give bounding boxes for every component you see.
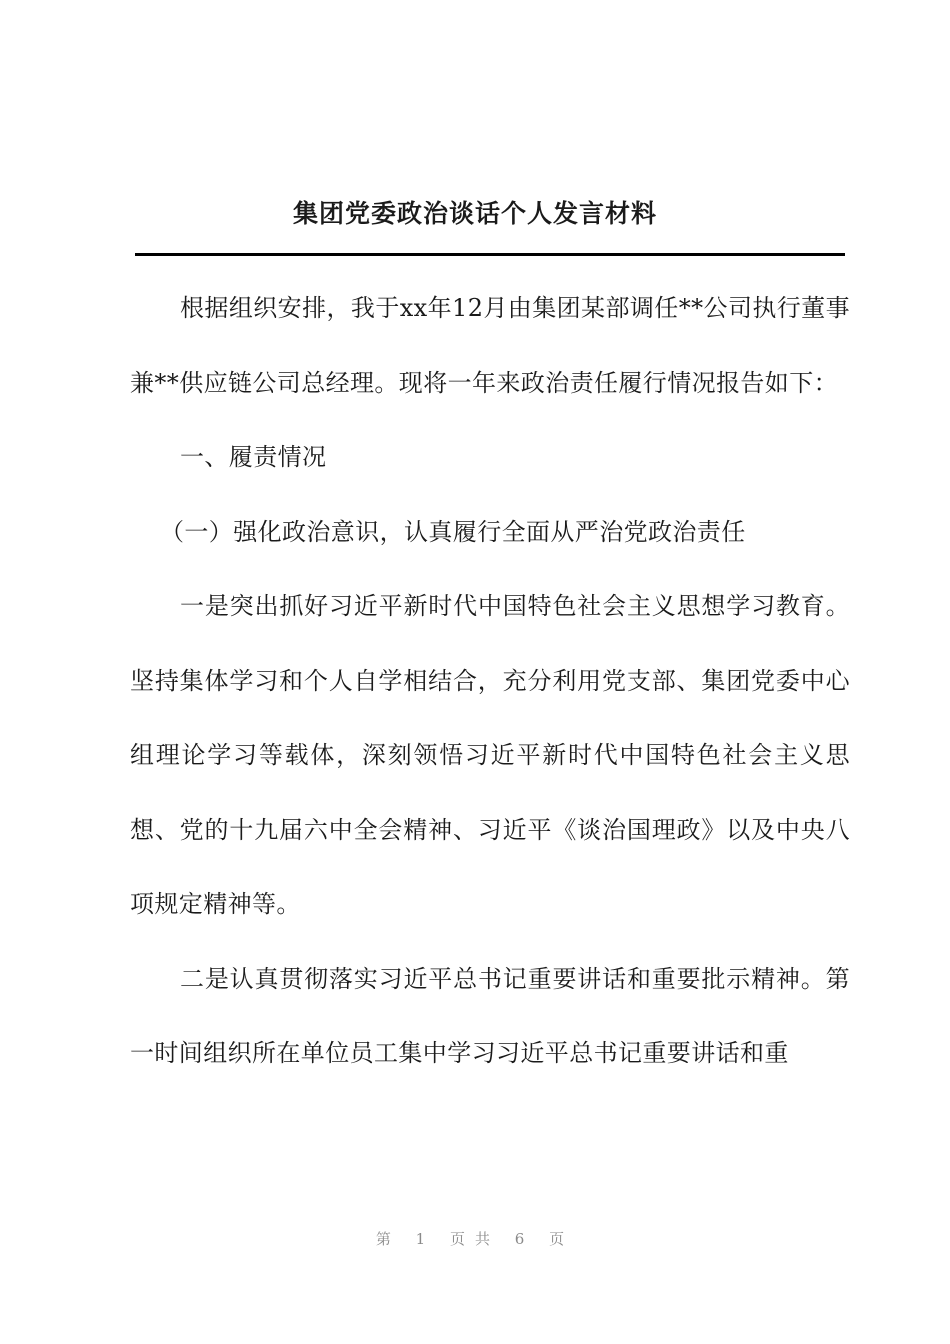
document-body <box>130 271 850 1091</box>
title-divider <box>135 253 845 256</box>
section-heading: 一、履责情况 <box>180 443 327 471</box>
paragraph-intro: 根据组织安排，我于xx年12月由集团某部调任**公司执行董事兼**供应链公司总经理。现将一年来政治责任履行情况报告如下： <box>130 294 850 397</box>
subsection-heading: （一）强化政治意识，认真履行全面从严治党政治责任 <box>160 517 746 546</box>
paragraph-point-one: 一是突出抓好习近平新时代中国特色社会主义思想学习教育。坚持集体学习和个人自学相结合，充分利用党支部、集团党委中心组理论学习等载体，深刻领悟习近平新时代中国特色社会主义思想、党的十九届六中全会精神、习近平《谈治国理政》以及中央八项规定精神等。 <box>130 592 850 918</box>
page-footer: 第 1 页共 6 页 <box>375 1230 575 1248</box>
paragraph-point-two: 二是认真贯彻落实习近平总书记重要讲话和重要批示精神。第一时间组织所在单位员工集中学习习近平总书记重要讲话和重 <box>130 964 850 1067</box>
document-title: 集团党委政治谈话个人发言材料 <box>292 199 657 228</box>
